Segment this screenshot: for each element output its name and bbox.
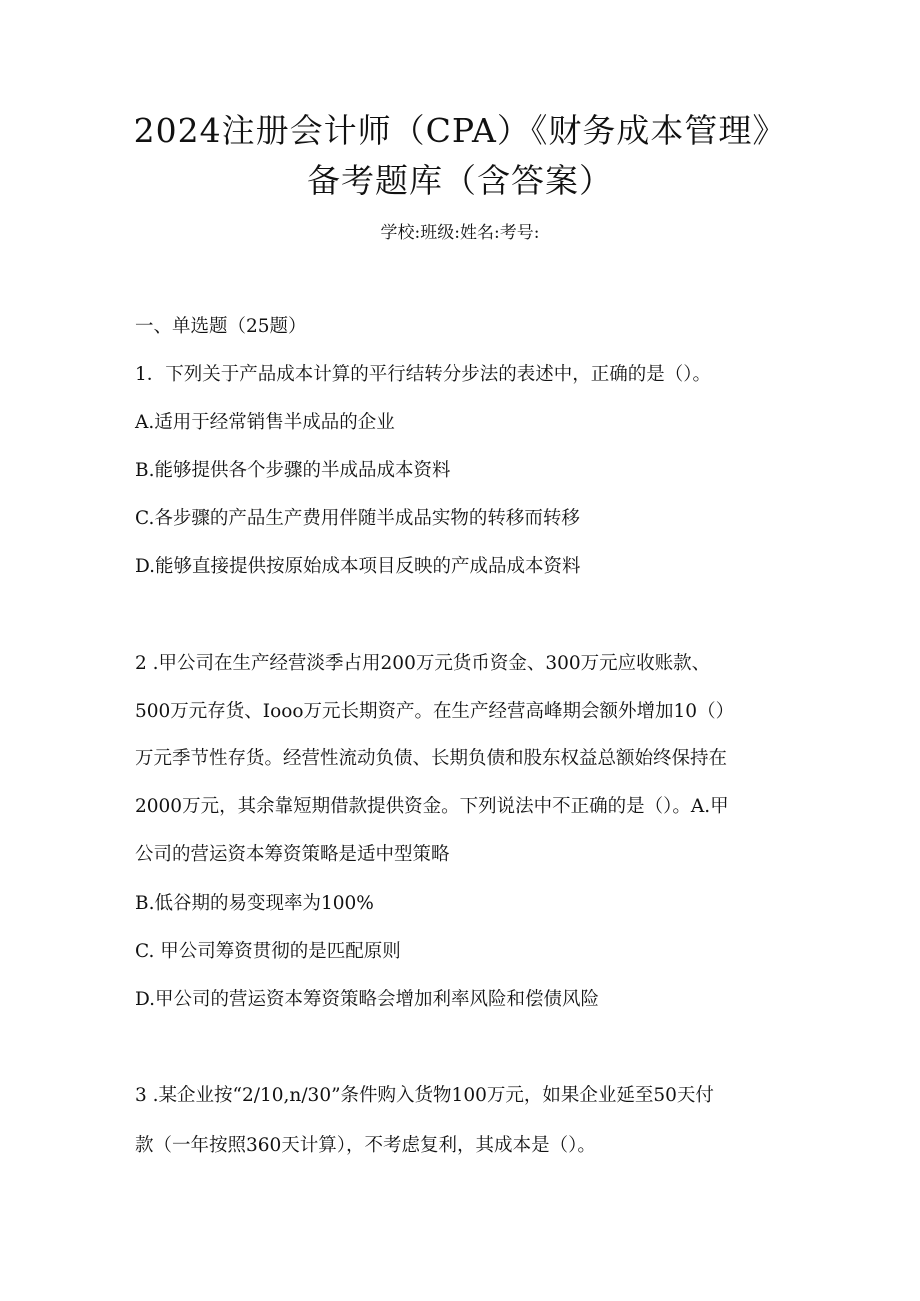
question-2-stem-line-1: 2 .甲公司在生产经营淡季占用200万元货币资金、300万元应收账款、 bbox=[135, 653, 711, 674]
question-1-stem: 1．下列关于产品成本计算的平行结转分步法的表述中，正确的是（）。 bbox=[135, 364, 712, 385]
section-heading: 一、单选题（25题） bbox=[135, 316, 307, 337]
question-3-stem-line-1: 3 .某企业按“2/10,n/30”条件购入货物100万元，如果企业延至50天付 bbox=[135, 1085, 714, 1106]
question-1-option-b: B.能够提供各个步骤的半成品成本资料 bbox=[135, 460, 451, 481]
question-2-stem-line-4: 2000万元，其余靠短期借款提供资金。下列说法中不正确的是（）。A.甲 bbox=[135, 796, 729, 817]
question-2-option-b: B.低谷期的易变现率为100% bbox=[135, 893, 374, 914]
question-1-option-c: C.各步骤的产品生产费用伴随半成品实物的转移而转移 bbox=[135, 508, 580, 529]
question-2-option-d: D.甲公司的营运资本筹资策略会增加利率风险和偿债风险 bbox=[135, 989, 600, 1010]
question-2-option-a-cont: 公司的营运资本筹资策略是适中型策略 bbox=[135, 844, 450, 865]
question-3-stem-line-2: 款（一年按照360天计算），不考虑复利，其成本是（）。 bbox=[135, 1135, 596, 1156]
question-1-option-d: D.能够直接提供按原始成本项目反映的产成品成本资料 bbox=[135, 556, 581, 577]
question-2-stem-line-2: 500万元存货、Iooo万元长期资产。在生产经营高峰期会额外增加10（） bbox=[135, 701, 735, 722]
document-title-line-1: 2024注册会计师（CPA）《财务成本管理》 bbox=[133, 111, 787, 150]
question-2-option-c: C. 甲公司筹资贯彻的是匹配原则 bbox=[135, 941, 401, 962]
question-2-stem-line-3: 万元季节性存货。经营性流动负债、长期负债和股东权益总额始终保持在 bbox=[135, 748, 728, 769]
student-info-line: 学校:班级:姓名:考号: bbox=[380, 223, 540, 243]
document-title-line-2: 备考题库（含答案） bbox=[307, 161, 613, 200]
question-1-option-a: A.适用于经常销售半成品的企业 bbox=[135, 412, 395, 433]
